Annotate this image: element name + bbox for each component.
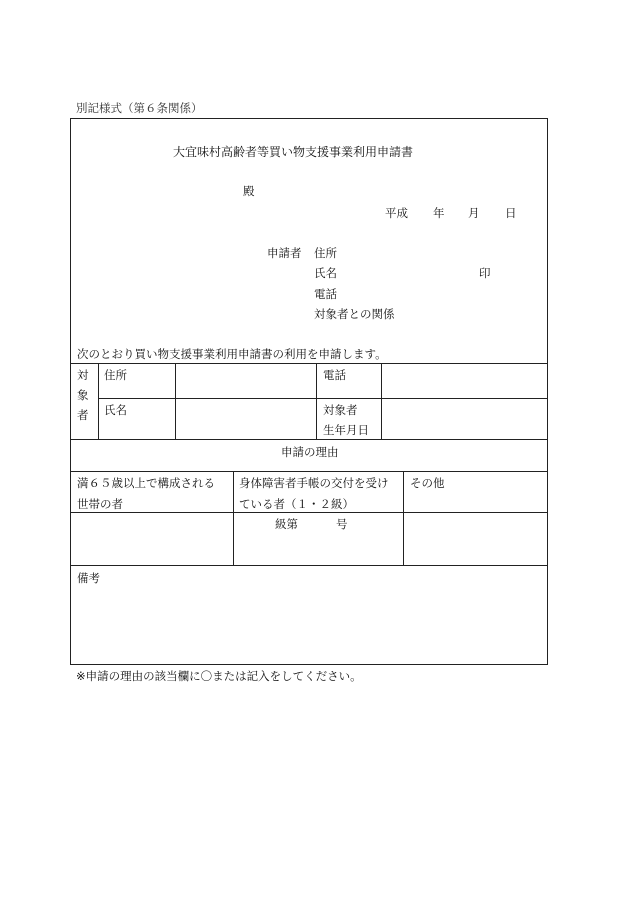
- applicant-relation-label: 対象者との関係: [314, 307, 395, 321]
- divider: [98, 398, 547, 399]
- divider: [71, 471, 547, 472]
- reason-col3: その他: [410, 476, 445, 490]
- divider: [71, 439, 547, 440]
- date-day: 日: [505, 206, 517, 220]
- target-birth-label-2: 生年月日: [323, 423, 369, 437]
- remarks-label: 備考: [77, 571, 100, 585]
- divider: [381, 363, 382, 439]
- reason-header: 申請の理由: [281, 445, 339, 459]
- target-phone-label: 電話: [323, 368, 346, 382]
- target-label-1: 対: [77, 368, 89, 382]
- target-address-label: 住所: [104, 368, 127, 382]
- divider: [98, 363, 99, 439]
- divider: [71, 512, 547, 513]
- target-name-label: 氏名: [104, 403, 127, 417]
- target-birth-label-1: 対象者: [323, 403, 358, 417]
- target-label-3: 者: [77, 408, 89, 422]
- grade-label: 級第: [275, 517, 298, 531]
- divider: [71, 565, 547, 566]
- applicant-phone-label: 電話: [314, 287, 337, 301]
- applicant-name-label: 氏名: [314, 266, 337, 280]
- date-month: 月: [468, 206, 480, 220]
- footnote: ※申請の理由の該当欄に〇または記入をしてください。: [76, 669, 362, 683]
- date-year: 年: [433, 206, 445, 220]
- divider: [316, 363, 317, 439]
- divider: [233, 471, 234, 565]
- reason-col1-line2: 世帯の者: [77, 497, 123, 511]
- target-label-2: 象: [77, 388, 89, 402]
- applicant-label: 申請者: [267, 246, 302, 260]
- addressee-suffix: 殿: [243, 184, 255, 198]
- request-sentence: 次のとおり買い物支援事業利用申請書の利用を申請します。: [77, 347, 387, 361]
- divider: [175, 363, 176, 439]
- date-era: 平成: [385, 206, 408, 220]
- number-label: 号: [336, 517, 348, 531]
- form-caption: 別記様式（第６条関係）: [76, 101, 203, 115]
- form-title: 大宜味村高齢者等買い物支援事業利用申請書: [173, 145, 414, 159]
- seal-mark: 印: [479, 266, 491, 280]
- divider: [71, 363, 547, 364]
- applicant-address-label: 住所: [314, 246, 337, 260]
- reason-col1-line1: 満６５歳以上で構成される: [77, 476, 215, 490]
- application-form: [70, 118, 548, 665]
- divider: [403, 471, 404, 565]
- reason-col2-line1: 身体障害者手帳の交付を受け: [239, 476, 389, 490]
- reason-col2-line2: ている者（１・２級）: [239, 497, 354, 511]
